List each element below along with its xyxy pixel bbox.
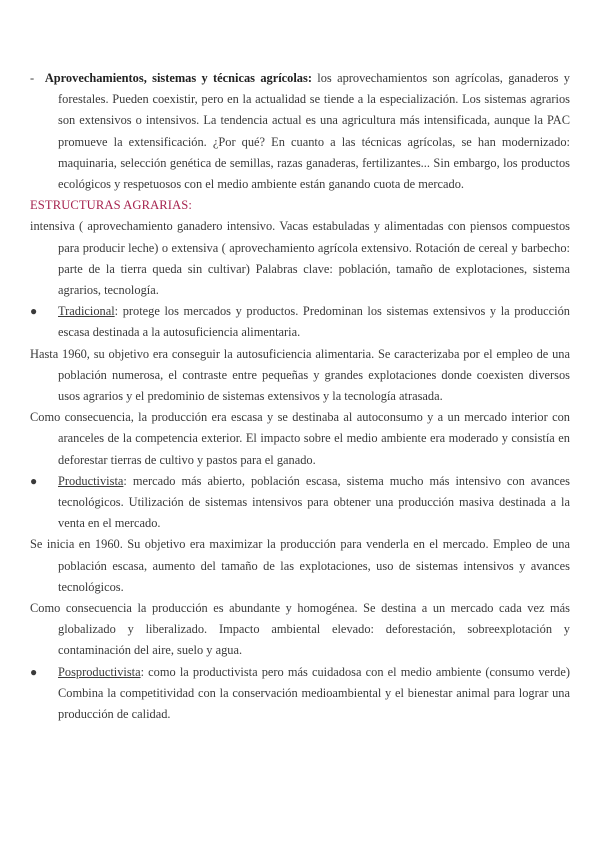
- productivista-label: Productivista: [58, 473, 124, 488]
- intro-bold-title: Aprovechamientos, sistemas y técnicas agrícolas:: [44, 71, 312, 85]
- bullet-icon: ●: [30, 304, 38, 319]
- document-page: [0, 68, 600, 725]
- paragraph-inicia-1960: Se inicia en 1960. Su objetivo era maximizar la producción para venderla en el mercado. Empleo de una población escasa, aumento del tamaño de las explotaciones, uso de sistemas intensivos y avances tecnológicos.: [30, 537, 570, 594]
- paragraph-hasta-1960: Hasta 1960, su objetivo era conseguir la autosuficiencia alimentaria. Se caracterizaba por el empleo de una población numerosa, el contraste entre pequeñas y grandes explotaciones donde coexisten diversos usos agrarios y el predominio de sistemas extensivos y la tecnología atrasada.: [30, 346, 570, 404]
- paragraph-consecuencia-2: Como consecuencia la producción es abundante y homogénea. Se destina a un mercado cada vez más globalizado y liberalizado. Impacto ambiental elevado: deforestación, sobreexplotación y contaminación del aire, suelo y agua.: [30, 601, 570, 658]
- section-heading: ESTRUCTURAS AGRARIAS:: [30, 198, 192, 213]
- bullet-tradicional: [0, 301, 570, 343]
- intro-dash: -: [30, 71, 35, 85]
- bullet-productivista: [0, 471, 570, 535]
- intro-paragraph: [0, 68, 570, 195]
- tradicional-text: : protege los mercados y productos. Predominan los sistemas extensivos y la producción escasa destinada a la autosuficiencia alimentaria.: [58, 304, 570, 340]
- bullet-posproductivista: [0, 662, 570, 726]
- intro-text: los aprovechamientos son agrícolas, ganaderos y forestales. Pueden coexistir, pero en la actualidad se tiende a la especialización. Los sistemas agrarios son extensivos o intensivos. La tendencia actual es una agricultura más intensificada, aunque la PAC promueve la extensificación. ¿Por qué? En cuanto a las técnicas agrícolas, se han modernizado: maquinaria, selección genética de semillas, razas ganaderas, fertilizantes... Sin embargo, los productos ecológicos y respetuosos con el medio ambiente están ganando cuota de mercado.: [58, 71, 570, 192]
- productivista-text: : mercado más abierto, población escasa, sistema mucho más intensivo con avances tecnológicos. Utilización de sistemas intensivos para obtener una producción masiva destinada a la venta en el mercado.: [58, 473, 570, 531]
- paragraph-consecuencia-1: Como consecuencia, la producción era escasa y se destinaba al autoconsumo y a un mercado interior con aranceles de la competencia exterior. El impacto sobre el medio ambiente era moderado y consistía en deforestar tierras de cultivo y pastos para el ganado.: [30, 410, 570, 467]
- paragraph-intensiva: intensiva ( aprovechamiento ganadero intensivo. Vacas estabuladas y alimentadas con piensos compuestos para producir leche) o extensiva ( aprovechamiento agrícola extensivo. Rotación de cereal y barbecho: parte de la tierra queda sin cultivar) Palabras clave: población, tamaño de explotaciones, sistema agrarios, tecnología.: [30, 219, 570, 298]
- bullet-icon: ●: [30, 473, 38, 488]
- posproductivista-label: Posproductivista: [58, 664, 141, 679]
- bullet-icon: ●: [30, 664, 38, 679]
- posproductivista-text: : como la productivista pero más cuidadosa con el medio ambiente (consumo verde) Combina la competitividad con la conservación medioambiental y el bienestar animal para lograr una producción de calidad.: [58, 664, 570, 722]
- tradicional-label: Tradicional: [58, 304, 115, 319]
